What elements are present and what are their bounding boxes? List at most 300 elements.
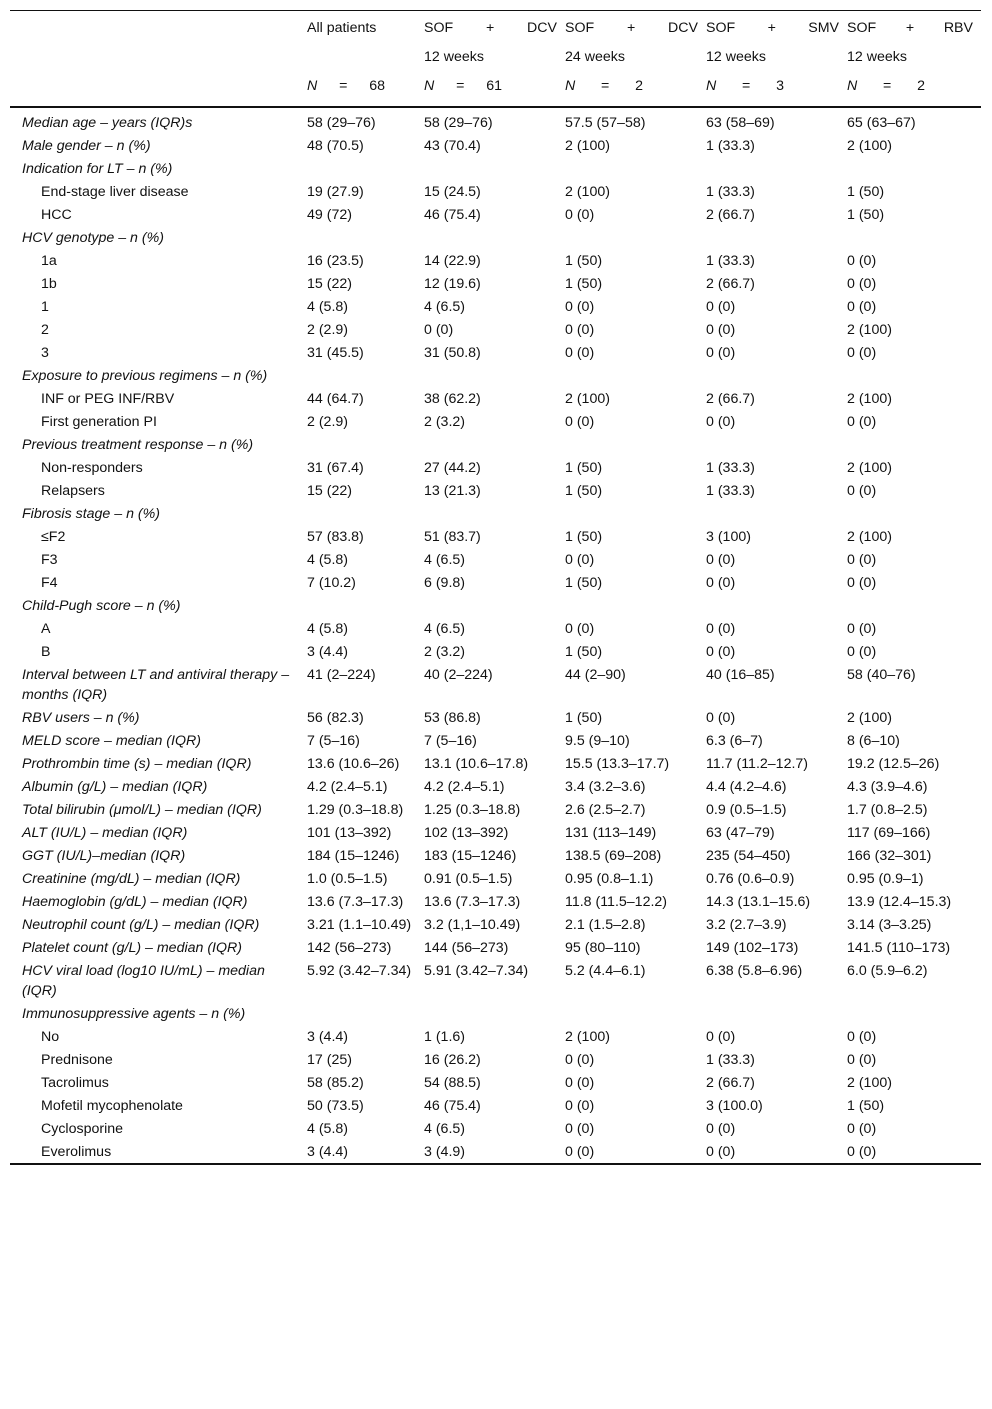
cell-value: 2 (2.9) xyxy=(307,322,349,338)
cell-value: 0 (0) xyxy=(565,1098,595,1114)
table-row xyxy=(10,456,981,479)
row-label: Child-Pugh score – n (%) xyxy=(22,598,181,614)
baseline-characteristics-table xyxy=(10,10,981,1165)
cell-value: 5.91 (3.42–7.34) xyxy=(424,963,529,979)
row-label: Median age – years (IQR)s xyxy=(22,115,193,131)
cell-value xyxy=(847,1002,981,1025)
table-row xyxy=(10,1048,981,1071)
table-row xyxy=(10,821,981,844)
cell-value: 15.5 (13.3–17.7) xyxy=(565,756,670,772)
cell-value: 0.91 (0.5–1.5) xyxy=(424,871,513,887)
cell-value: 2 (66.7) xyxy=(706,391,755,407)
cell-value xyxy=(424,364,565,387)
cell-value: 2 (3.2) xyxy=(424,644,466,660)
cell-value: 53 (86.8) xyxy=(424,710,481,726)
cell-value: 44 (64.7) xyxy=(307,391,364,407)
cell-value: 0 (0) xyxy=(847,552,877,568)
row-sublabel: Prednisone xyxy=(41,1052,113,1068)
cell-value: 0 (0) xyxy=(847,414,877,430)
table-row xyxy=(10,548,981,571)
table-row xyxy=(10,775,981,798)
cell-value xyxy=(565,1002,706,1025)
n-all-patients: N = 68 xyxy=(307,73,424,107)
cell-value: 0 (0) xyxy=(706,414,736,430)
cell-value: 4.2 (2.4–5.1) xyxy=(307,779,388,795)
header-row-n xyxy=(10,73,981,107)
cell-value: 3.2 (2.7–3.9) xyxy=(706,917,787,933)
drug-b: RBV xyxy=(943,20,973,36)
cell-value: 1 (50) xyxy=(565,460,603,476)
cell-value: 38 (62.2) xyxy=(424,391,481,407)
cell-value: 58 (29–76) xyxy=(307,115,376,131)
cell-value xyxy=(565,433,706,456)
cell-value: 2 (100) xyxy=(847,322,892,338)
cell-value: 13.6 (7.3–17.3) xyxy=(424,894,521,910)
cell-value xyxy=(307,226,424,249)
cell-value xyxy=(565,364,706,387)
cell-value: 6.38 (5.8–6.96) xyxy=(706,963,803,979)
cell-value: 3 (4.4) xyxy=(307,644,349,660)
table-row xyxy=(10,936,981,959)
cell-value: 1 (50) xyxy=(565,710,603,726)
cell-value xyxy=(706,433,847,456)
plus: + xyxy=(767,20,776,36)
table-row xyxy=(10,706,981,729)
row-label: Prothrombin time (s) – median (IQR) xyxy=(22,756,252,772)
row-label: MELD score – median (IQR) xyxy=(22,733,201,749)
cell-value: 0 (0) xyxy=(847,345,877,361)
cell-value: 0 (0) xyxy=(565,552,595,568)
cell-value: 4 (5.8) xyxy=(307,1121,349,1137)
cell-value: 2.1 (1.5–2.8) xyxy=(565,917,646,933)
header-row-regimen xyxy=(10,11,981,45)
table-row xyxy=(10,433,981,456)
row-sublabel: F3 xyxy=(41,552,58,568)
cell-value: 2 (100) xyxy=(847,710,892,726)
cell-value: 149 (102–173) xyxy=(706,940,799,956)
cell-value xyxy=(424,594,565,617)
cell-value: 19.2 (12.5–26) xyxy=(847,756,940,772)
cell-value: 41 (2–224) xyxy=(307,667,376,683)
table-row xyxy=(10,729,981,752)
plus: + xyxy=(626,20,636,36)
row-sublabel: 2 xyxy=(41,322,49,338)
cell-value: 63 (47–79) xyxy=(706,825,775,841)
table-row xyxy=(10,594,981,617)
table-row xyxy=(10,502,981,525)
cell-value: 4.3 (3.9–4.6) xyxy=(847,779,928,795)
cell-value: 31 (45.5) xyxy=(307,345,364,361)
row-sublabel: First generation PI xyxy=(41,414,157,430)
cell-value: 2 (3.2) xyxy=(424,414,466,430)
row-label: Exposure to previous regimens – n (%) xyxy=(22,368,268,384)
cell-value: 57.5 (57–58) xyxy=(565,115,646,131)
cell-value: 1 (50) xyxy=(565,529,603,545)
cell-value xyxy=(847,594,981,617)
cell-value: 0 (0) xyxy=(565,1140,706,1164)
drug-a: SOF xyxy=(706,20,736,36)
cell-value: 102 (13–392) xyxy=(424,825,509,841)
duration-sof-smv-12: 12 weeks xyxy=(706,49,766,65)
cell-value: 57 (83.8) xyxy=(307,529,364,545)
cell-value: 13.6 (10.6–26) xyxy=(307,756,400,772)
cell-value: 2 (100) xyxy=(847,529,892,545)
table-row xyxy=(10,226,981,249)
cell-value: 3.4 (3.2–3.6) xyxy=(565,779,646,795)
cell-value: 13.6 (7.3–17.3) xyxy=(307,894,404,910)
row-label: Albumin (g/L) – median (IQR) xyxy=(22,779,208,795)
cell-value xyxy=(307,1002,424,1025)
cell-value xyxy=(565,226,706,249)
cell-value: 0 (0) xyxy=(706,621,736,637)
cell-value xyxy=(424,226,565,249)
cell-value: 2 (100) xyxy=(847,460,892,476)
cell-value: 51 (83.7) xyxy=(424,529,481,545)
cell-value: 63 (58–69) xyxy=(706,115,775,131)
cell-value: 1.0 (0.5–1.5) xyxy=(307,871,388,887)
cell-value xyxy=(565,594,706,617)
cell-value: 0 (0) xyxy=(847,1029,877,1045)
cell-value: 16 (23.5) xyxy=(307,253,364,269)
cell-value: 48 (70.5) xyxy=(307,138,364,154)
table-row xyxy=(10,617,981,640)
cell-value: 0 (0) xyxy=(706,1029,736,1045)
table-row xyxy=(10,1071,981,1094)
cell-value: 1 (50) xyxy=(565,276,603,292)
cell-value: 1.7 (0.8–2.5) xyxy=(847,802,928,818)
drug-b: DCV xyxy=(668,20,698,36)
cell-value: 1 (33.3) xyxy=(706,483,755,499)
table-row xyxy=(10,640,981,663)
cell-value xyxy=(706,502,847,525)
cell-value: 0 (0) xyxy=(565,207,595,223)
cell-value xyxy=(847,364,981,387)
row-label: Immunosuppressive agents – n (%) xyxy=(22,1006,246,1022)
cell-value: 3.2 (1,1–10.49) xyxy=(424,917,521,933)
cell-value: 235 (54–450) xyxy=(706,848,791,864)
table-row xyxy=(10,571,981,594)
row-label: Indication for LT – n (%) xyxy=(22,161,173,177)
cell-value: 1 (33.3) xyxy=(706,1052,755,1068)
table-body xyxy=(10,107,981,1164)
row-sublabel: Cyclosporine xyxy=(41,1121,124,1137)
table-row xyxy=(10,1140,981,1164)
cell-value: 7 (5–16) xyxy=(307,733,360,749)
cell-value: 0 (0) xyxy=(847,1121,877,1137)
table-row xyxy=(10,249,981,272)
cell-value: 0 (0) xyxy=(706,552,736,568)
row-label: Creatinine (mg/dL) – median (IQR) xyxy=(22,871,241,887)
cell-value: 2 (100) xyxy=(565,138,610,154)
cell-value: 17 (25) xyxy=(307,1052,352,1068)
drug-a: SOF xyxy=(847,20,877,36)
table-row xyxy=(10,341,981,364)
cell-value: 184 (15–1246) xyxy=(307,848,400,864)
row-label: Platelet count (g/L) – median (IQR) xyxy=(22,940,243,956)
cell-value: 9.5 (9–10) xyxy=(565,733,630,749)
cell-value: 13 (21.3) xyxy=(424,483,481,499)
cell-value: 0 (0) xyxy=(565,1121,595,1137)
row-label: Neutrophil count (g/L) – median (IQR) xyxy=(22,917,260,933)
cell-value: 15 (22) xyxy=(307,276,352,292)
row-label: Male gender – n (%) xyxy=(22,138,151,154)
cell-value: 2.6 (2.5–2.7) xyxy=(565,802,646,818)
cell-value xyxy=(847,433,981,456)
cell-value: 183 (15–1246) xyxy=(424,848,517,864)
cell-value: 0.76 (0.6–0.9) xyxy=(706,871,795,887)
cell-value: 3 (100.0) xyxy=(706,1098,763,1114)
cell-value xyxy=(706,226,847,249)
row-sublabel: 1 xyxy=(41,299,49,315)
cell-value: 138.5 (69–208) xyxy=(565,848,662,864)
cell-value xyxy=(424,502,565,525)
table-row xyxy=(10,364,981,387)
cell-value xyxy=(307,157,424,180)
row-sublabel: Tacrolimus xyxy=(41,1075,109,1091)
cell-value: 1 (1.6) xyxy=(424,1029,466,1045)
cell-value: 2 (100) xyxy=(565,391,610,407)
table-row xyxy=(10,1002,981,1025)
row-sublabel: 3 xyxy=(41,345,49,361)
cell-value: 1 (50) xyxy=(847,207,885,223)
cell-value: 0 (0) xyxy=(847,1140,981,1164)
cell-value: 0 (0) xyxy=(706,1140,847,1164)
cell-value xyxy=(847,226,981,249)
cell-value: 1 (33.3) xyxy=(706,460,755,476)
cell-value: 40 (16–85) xyxy=(706,667,775,683)
row-sublabel: F4 xyxy=(41,575,58,591)
table-row xyxy=(10,1025,981,1048)
cell-value: 101 (13–392) xyxy=(307,825,392,841)
cell-value: 117 (69–166) xyxy=(847,825,931,841)
cell-value: 4 (6.5) xyxy=(424,621,466,637)
cell-value: 2 (100) xyxy=(565,1029,610,1045)
cell-value xyxy=(706,594,847,617)
drug-b: DCV xyxy=(527,20,557,36)
duration-sof-dcv-12: 12 weeks xyxy=(424,49,484,65)
cell-value: 1 (33.3) xyxy=(706,138,755,154)
table-row xyxy=(10,663,981,706)
table-row xyxy=(10,295,981,318)
header-sof-smv-12 xyxy=(706,11,847,45)
duration-sof-dcv-24: 24 weeks xyxy=(565,49,625,65)
cell-value: 16 (26.2) xyxy=(424,1052,481,1068)
cell-value: 3.21 (1.1–10.49) xyxy=(307,917,412,933)
cell-value: 46 (75.4) xyxy=(424,1098,481,1114)
cell-value: 0 (0) xyxy=(565,322,595,338)
cell-value xyxy=(847,157,981,180)
cell-value: 0 (0) xyxy=(706,322,736,338)
table-row xyxy=(10,890,981,913)
cell-value: 0 (0) xyxy=(706,345,736,361)
cell-value: 166 (32–301) xyxy=(847,848,932,864)
cell-value: 0 (0) xyxy=(706,1121,736,1137)
cell-value xyxy=(307,364,424,387)
cell-value: 3 (4.9) xyxy=(424,1140,565,1164)
table-row xyxy=(10,180,981,203)
cell-value: 0.95 (0.9–1) xyxy=(847,871,924,887)
n-sof-smv-12: N = 3 xyxy=(706,73,847,107)
table-row xyxy=(10,318,981,341)
cell-value: 7 (10.2) xyxy=(307,575,356,591)
cell-value: 4 (5.8) xyxy=(307,299,349,315)
table-row xyxy=(10,272,981,295)
cell-value: 56 (82.3) xyxy=(307,710,364,726)
row-label: Interval between LT and antiviral therapy – months (IQR) xyxy=(22,667,290,703)
table-row xyxy=(10,387,981,410)
cell-value: 0 (0) xyxy=(565,299,595,315)
cell-value: 6.0 (5.9–6.2) xyxy=(847,963,928,979)
cell-value: 0.95 (0.8–1.1) xyxy=(565,871,654,887)
row-label: Total bilirubin (μmol/L) – median (IQR) xyxy=(22,802,262,818)
cell-value: 0 (0) xyxy=(424,322,454,338)
cell-value xyxy=(424,433,565,456)
cell-value: 4 (6.5) xyxy=(424,299,466,315)
cell-value xyxy=(307,594,424,617)
cell-value: 0 (0) xyxy=(565,621,595,637)
cell-value: 1 (50) xyxy=(565,483,603,499)
cell-value xyxy=(307,502,424,525)
cell-value: 3 (4.4) xyxy=(307,1140,424,1164)
cell-value: 46 (75.4) xyxy=(424,207,481,223)
duration-sof-rbv-12: 12 weeks xyxy=(847,49,907,65)
row-sublabel: B xyxy=(41,644,51,660)
cell-value: 31 (50.8) xyxy=(424,345,481,361)
row-sublabel: Non-responders xyxy=(41,460,143,476)
cell-value: 0 (0) xyxy=(847,575,877,591)
cell-value xyxy=(424,1002,565,1025)
row-label: Previous treatment response – n (%) xyxy=(22,437,254,453)
cell-value: 1 (50) xyxy=(847,1098,885,1114)
table-row xyxy=(10,134,981,157)
header-sof-rbv-12 xyxy=(847,11,981,45)
cell-value: 2 (2.9) xyxy=(307,414,349,430)
n-sof-rbv-12: N = 2 xyxy=(847,73,981,107)
cell-value: 14.3 (13.1–15.6) xyxy=(706,894,811,910)
row-label: RBV users – n (%) xyxy=(22,710,140,726)
cell-value: 0 (0) xyxy=(847,276,877,292)
cell-value: 54 (88.5) xyxy=(424,1075,481,1091)
cell-value: 11.8 (11.5–12.2) xyxy=(565,894,668,910)
table-header xyxy=(10,11,981,108)
cell-value: 65 (63–67) xyxy=(847,115,916,131)
cell-value: 44 (2–90) xyxy=(565,667,626,683)
row-sublabel: 1b xyxy=(41,276,57,292)
cell-value: 2 (66.7) xyxy=(706,207,755,223)
cell-value: 4.2 (2.4–5.1) xyxy=(424,779,505,795)
table-row xyxy=(10,479,981,502)
cell-value: 95 (80–110) xyxy=(565,940,641,956)
row-label: Haemoglobin (g/dL) – median (IQR) xyxy=(22,894,248,910)
table-row xyxy=(10,752,981,775)
cell-value: 15 (22) xyxy=(307,483,352,499)
table-row xyxy=(10,913,981,936)
plus: + xyxy=(905,20,915,36)
cell-value: 6 (9.8) xyxy=(424,575,466,591)
cell-value xyxy=(706,157,847,180)
cell-value: 1.25 (0.3–18.8) xyxy=(424,802,521,818)
cell-value xyxy=(565,502,706,525)
row-sublabel: INF or PEG INF/RBV xyxy=(41,391,175,407)
cell-value: 2 (100) xyxy=(847,391,892,407)
cell-value xyxy=(307,433,424,456)
cell-value: 0 (0) xyxy=(565,345,595,361)
cell-value: 0 (0) xyxy=(565,1075,595,1091)
cell-value: 0 (0) xyxy=(565,1052,595,1068)
cell-value: 4 (6.5) xyxy=(424,552,466,568)
cell-value: 144 (56–273) xyxy=(424,940,509,956)
cell-value: 141.5 (110–173) xyxy=(847,940,951,956)
table-row xyxy=(10,1117,981,1140)
cell-value: 3 (4.4) xyxy=(307,1029,349,1045)
cell-value: 2 (66.7) xyxy=(706,276,755,292)
cell-value: 0 (0) xyxy=(847,253,877,269)
drug-a: SOF xyxy=(565,20,595,36)
cell-value: 43 (70.4) xyxy=(424,138,481,154)
row-label: ALT (IU/L) – median (IQR) xyxy=(22,825,188,841)
header-row-duration xyxy=(10,44,981,73)
cell-value: 4.4 (4.2–4.6) xyxy=(706,779,787,795)
row-label: HCV viral load (log10 IU/mL) – median (IQR) xyxy=(22,963,265,999)
cell-value: 4 (6.5) xyxy=(424,1121,466,1137)
cell-value: 142 (56–273) xyxy=(307,940,392,956)
row-sublabel: Mofetil mycophenolate xyxy=(41,1098,183,1114)
cell-value: 1 (33.3) xyxy=(706,184,755,200)
cell-value: 58 (40–76) xyxy=(847,667,916,683)
table-row xyxy=(10,798,981,821)
cell-value: 50 (73.5) xyxy=(307,1098,364,1114)
cell-value: 3.14 (3–3.25) xyxy=(847,917,932,933)
cell-value xyxy=(706,364,847,387)
cell-value: 4 (5.8) xyxy=(307,552,349,568)
cell-value: 0 (0) xyxy=(847,483,877,499)
cell-value: 15 (24.5) xyxy=(424,184,481,200)
table-row xyxy=(10,157,981,180)
row-label: Fibrosis stage – n (%) xyxy=(22,506,160,522)
cell-value: 1 (50) xyxy=(847,184,885,200)
row-sublabel: ≤F2 xyxy=(41,529,66,545)
cell-value: 2 (100) xyxy=(847,138,892,154)
cell-value xyxy=(565,157,706,180)
header-sof-dcv-24 xyxy=(565,11,706,45)
cell-value: 0 (0) xyxy=(706,644,736,660)
row-label: GGT (IU/L)–median (IQR) xyxy=(22,848,186,864)
cell-value: 4 (5.8) xyxy=(307,621,349,637)
table-row xyxy=(10,1094,981,1117)
header-all-patients: All patients xyxy=(307,11,424,45)
row-sublabel: HCC xyxy=(41,207,72,223)
cell-value: 11.7 (11.2–12.7) xyxy=(706,756,809,772)
cell-value: 0 (0) xyxy=(565,414,595,430)
cell-value: 0 (0) xyxy=(847,644,877,660)
table-row xyxy=(10,525,981,548)
cell-value: 1 (50) xyxy=(565,644,603,660)
row-label: HCV genotype – n (%) xyxy=(22,230,164,246)
table-row xyxy=(10,867,981,890)
cell-value: 49 (72) xyxy=(307,207,352,223)
table-row xyxy=(10,410,981,433)
cell-value xyxy=(847,502,981,525)
table-row xyxy=(10,203,981,226)
cell-value: 27 (44.2) xyxy=(424,460,481,476)
row-sublabel: Everolimus xyxy=(10,1140,307,1164)
cell-value: 14 (22.9) xyxy=(424,253,481,269)
cell-value: 12 (19.6) xyxy=(424,276,481,292)
cell-value: 19 (27.9) xyxy=(307,184,364,200)
cell-value: 131 (113–149) xyxy=(565,825,657,841)
cell-value: 0 (0) xyxy=(847,1052,877,1068)
cell-value: 2 (100) xyxy=(847,1075,892,1091)
